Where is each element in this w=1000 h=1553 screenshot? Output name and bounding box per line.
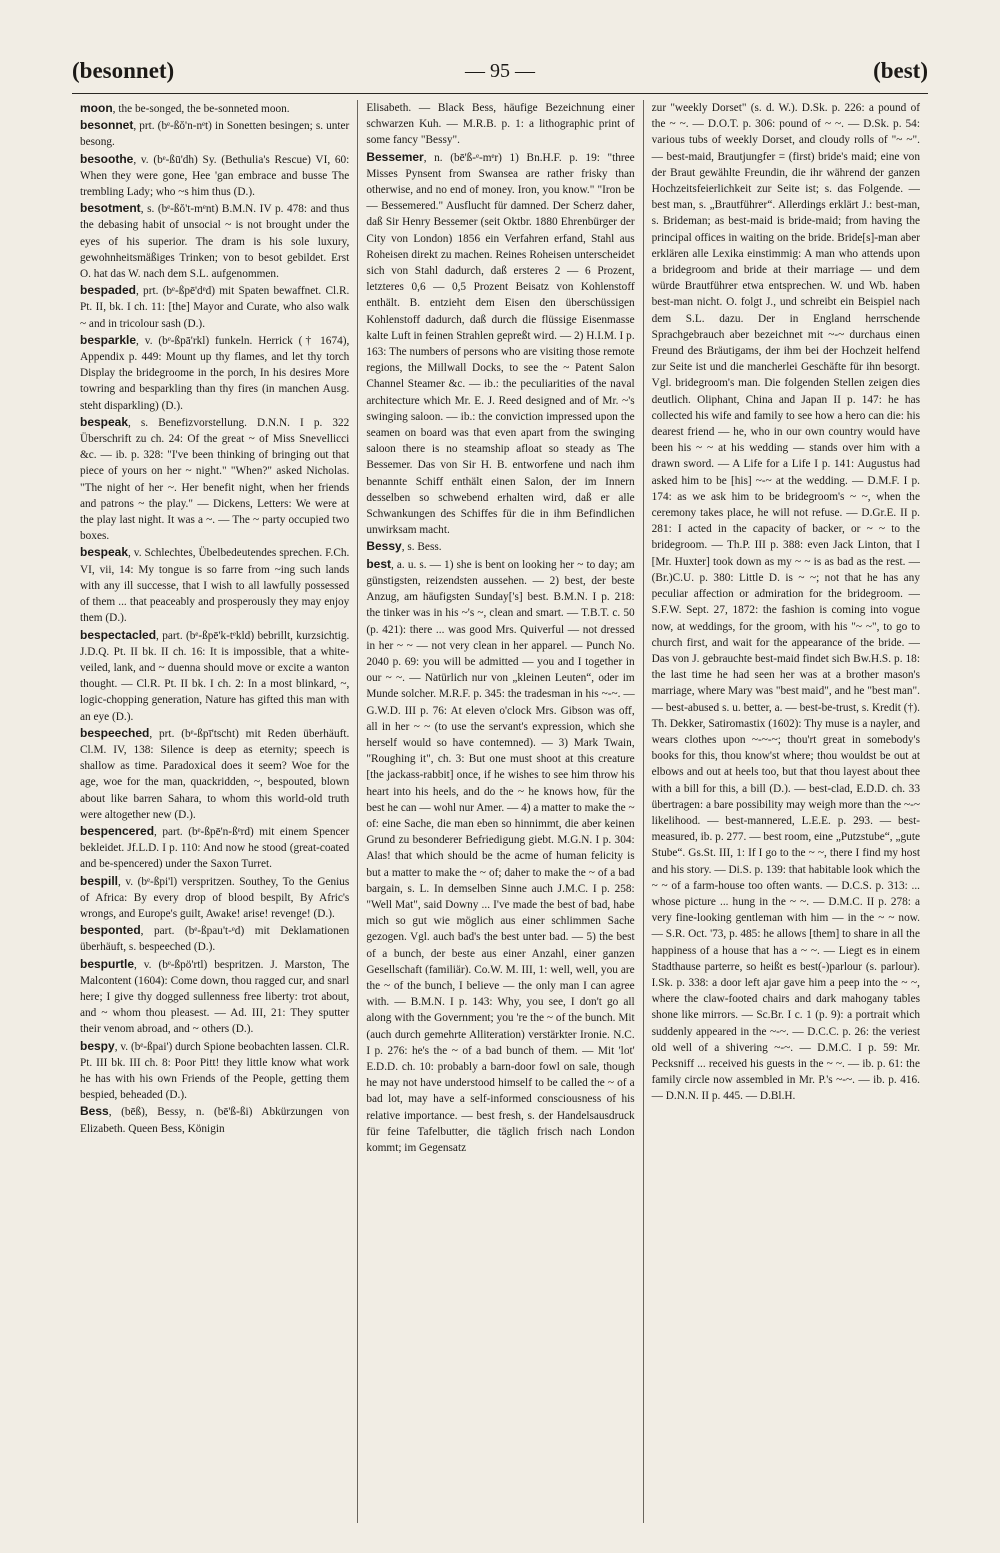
entry-paragraph: best, a. u. s. — 1) she is bent on looking her ~ to day; am günstigsten, reizendsten aussehen. — 2) best, der beste Anzug, am häufigsten Sunday['s] best. B.M.N. I p. 218: the tinker was in his ~'s ~, clean and smart. — T.B.T. c. 50 (p. 421): there ... was good Mrs. Quiverful — not dressed in her ~ ~ — not very clean in her apparel. — Punch No. 2040 p. 69: you will be admitted — you and I together in our ~ ~. — Natürlich nur von „kleinen Leuten“, oder im Munde solcher. M.R.F. p. 345: the tradesman in his ~-~. — G.W.D. III p. 76: At eleven o'clock Mrs. Gibson was off, all in her ~ ~ (to use the servant's expression, which she herself would so have contemned). — 3) Mark Twain, "Roughing it", ch. 3: But one must shoot at this creature [the jackass-rabbit] once, if he wishes to see him throw his heart into his heels, and do the ~ he knows how, für the best he can — wohl nur Amer. — 4) a matter to make the ~ of: eine Sache, die man eben so hinnimmt, die aber keinen Grund zu besonderer Befriedigung giebt. M.G.N. I p. 304: Alas! that which should be the acme of human felicity is but a matter to make the ~ of; daher to make the ~ of a bad bargain, s. L. In demselben Sinne auch J.M.C. I p. 258: "Well Mat", said Downy ... I've made the best of bad, habe mich so gut wie möglich aus einer schlimmen Sache gezogen. Vgl. auch bad's the best unter bad. — 5) the best of a bunch, der beste aus einer Anzahl, einer ganzen Gesellschaft (familiär). Co.W. M. III, 1: well, well, you are the ~ of the bunch, I believe — the only man I can agree with. — B.M.N. I p. 143: Why, you see, I don't go all along with the Government; you 're the ~ of the bunch. Mit (auch durch gemehrte Alliteration) verstärkter Ironie. N.C. I p. 276: he's the ~ of a bad bunch of them. — Mit 'lot' E.D.D. ch. 10: probably a barn-door fowl on sale, though he may not have understood himself to be called the ~ of a bad lot, may have a self-informed consciousness of his relative importance. — best fresh, s. der Handelsausdruck für feine Tafelbutter, die täglich frisch nach London kommt; im Gegensatz (366, 556, 635, 1154)
entry-paragraph: Bessemer, n. (bē'ß-ᵉ-mᵉr) 1) Bn.H.F. p. 19: "three Misses Pynsent from Swansea are rather frisky than otherwise, and no end of money. Iron, you know." "Iron be — Bessemered." Ausflucht für damned. Der Scherz daher, daß Sir Henry Bessemer (seit Oktbr. 1880 Ehrenbürger der City von London) 1856 ein Verfahren erfand, Stahl aus Roheisen direkt zu machen. Reines Roheisen unterscheidet sich von Stahl dadurch, daß ersteres 2 — 6 Prozent, letzteres 0,6 — 0,5 Prozent Beisatz von Kohlenstoff enthält. B. entzieht dem Eisen den überschüssigen Kohlenstoff dadurch, daß durch die flüssige Eisenmasse kalte Luft in feinen Strahlen gepreßt wird. — 2) H.I.M. I p. 163: The numbers of persons who are visiting those remote regions, the Millwall Docks, to see the ~ Patent Salon Channel Steamer &c. — ib.: the peculiarities of the naval architecture which Mr. E. J. Reed designed and of Mr. ~'s swinging saloon. — ib.: the conviction impressed upon the seamen on board was that even apart from the swinging saloon there is no steamship afloat so steady as The Bessemer. Das von Sir H. B. entworfene und nach ihm benannte Schiff enthält einen Salon, der im Innern desselben so schwebend erhalten wird, daß er alle Schwankungen des Schiffes für die in ihm Befindlichen unwirksam macht. (366, 149, 635, 537)
entry-paragraph: Bessy, s. Bess. (366, 539, 442, 554)
headword: moon (80, 101, 113, 115)
entry-paragraph: bespectacled, part. (bᵉ-ßpē'k-tᵉkld) bebrillt, kurzsichtig. J.D.Q. Pt. II bk. II ch. 16: It is impossible, that a white-veiled, lank, and ~ duenna should move or excite a wanton thought. — Cl.R. Pt. II bk. I ch. 2: In a most blinkard, ~, logic-chopping generation, Nature has gifted this man with an eye (D.). (80, 627, 350, 723)
entry-paragraph: Elisabeth. — Black Bess, häufige Bezeichnung einer schwarzen Kuh. — M.R.B. p. 1: a lithographic print of some fancy "Bessy". (366, 102, 635, 147)
entry-paragraph: moon, the be-songed, the be-sonneted moon. (80, 101, 290, 115)
headword: Bess (80, 1104, 109, 1119)
headword: besparkle (80, 332, 137, 347)
entry-paragraph: bespy, v. (bᵉ-ßpai') durch Spione beobachten lassen. Cl.R. Pt. III bk. III ch. 8: Poor Pitt! they little know what work he has with his own Friends of the People, getting them bespied, beheaded (D.). (80, 1038, 350, 1102)
headword: bespill (80, 873, 119, 888)
headword: Bessemer (366, 149, 424, 164)
headword: besoothe (80, 151, 134, 166)
headword: bespurtle (80, 956, 135, 971)
entry-paragraph: bespurtle, v. (bᵉ-ßpö'rtl) bespritzen. J. Marston, The Malcontent (1604): Come down, thou ragged cur, and snarl here; I give thy dogged sullenness free liberty: trot about, and ~ whom thou pleasest. — Ad. III, 21: They sputter their venom abroad, and ~ others (D.). (80, 956, 350, 1036)
headword: bespectacled (80, 627, 157, 642)
page-number: — 95 — (465, 60, 535, 82)
headword: besponted (80, 923, 141, 938)
entry-paragraph: bespeak, s. Benefizvorstellung. D.N.N. I p. 322 Überschrift zu ch. 24: Of the great ~ of Miss Snevellicci &c. — ib. p. 328: "I've been thinking of bringing out that piece of yours on her ~ night." "When?" asked Nicholas. "The night of her ~. Her benefit night, when her friends and patrons ~ the play." — Dickens, Letters: We were at the play last night. It was a ~. — The ~ party occupied two boxes. (80, 414, 350, 543)
column-middle (357, 100, 642, 1523)
header-right-catchword: (best) (873, 58, 928, 83)
entry-paragraph: zur "weekly Dorset" (s. d. W.). D.Sk. p. 226: a pound of the ~ ~. — D.O.T. p. 306: pound of ~ ~. — D.Sk. p. 54: various tubs of weekly Dorset, and cloudy rolls of "~ ~". — best-maid, Brautjungfer = (first) bride's maid; eine von der Braut gewählte Freundin, die ihr während der ganzen Hochzeitsfeierlichkeit zur Seite ist; s. das Folgende. — best man, s. „Brautführer“. Allerdings erklärt J.: best-man, s. Brideman; as best-maid is bride-maid; from having the principal offices in waiting on the bride. Bride[s]-man aber erklären alle Lexika einstimmig: A man who attends upon a bridegroom and bride at their marriage — und dem würde Brautführer etwa entsprechen. W. und Wb. haben best-man nicht. O. folgt J., und schreibt ein Beispiel nach dem S.L. dazu. Der in England herrschende Sprachgebrauch aber bezeichnet mit ~-~ durchaus einen Freund des Bräutigams, der ihm bei der Hochzeit helfend zur Seite ist und die mancherlei Geschäfte für ihn besorgt. Vgl. bridegroom's man. Die folgenden Stellen zeigen dies deutlich. Oliphant, China and Japan II p. 147: he has collected his wife and family to see how a hero can die: his dearest friend — he, who in our own country would have been his ~ ~ at his wedding — stands over him with a drawn sword. — A Life for a Life I p. 141: Augustus had asked him to be [his] ~-~ at the wedding. — D.M.F. I p. 174: as we ask him to be bridegroom's ~ ~, when the ceremony takes place, he will not refuse. — D.Gr.E. II p. 281: I acted in the capacity of backer, or ~ ~ to the bridegroom. — Th.P. III p. 388: even Jack Linton, that I [Mr. Huxter] took down as my ~ ~ is as bad as the rest. — (Br.)C.U. p. 380: Little D. is ~ ~; not that he has any peculiar affection or admiration for the bridegroom. — S.F.W. Sept. 27, 1872: the fashion is coming into vogue now, at weddings, for the groom, with his "~ ~", to go to church first, and wait for the appearance of the bride. — Das von J. gebrauchte best-maid findet sich Bw.H.S. p. 18: the last time he had seen her was at a brother mason's marriage, where Mary was "best maid", and he "best man". — best-abused s. u. better, a. — best-be-trust, s. Kredit (†). Th. Dekker, Satiromastix (1602): Thy muse is a nayler, and wears clothes upon ~-~-~; thou'rt great in somebody's books for this, thou know'st where; thou wouldst be out at elbows and out at heels too, but that thou layest about thee with a bill for this, a bill (D.). — best-clad, E.D.D. ch. 33 übertragen: a bare possibility may weigh more than the ~-~ likelihood. — best-mannered, L.E.E. p. 293. — best-measured, ib. p. 277. — best room, eine „Putzstube“, „gute Stube“. Gs.St. III, 1: If I go to the ~ ~, there I find my host and his story. — Di.S. p. 139: that habitable look which the ~ ~ of a farm-house too often wants. — D.C.S. p. 313: ... whose picture ... hung in the ~ ~. — D.M.C. II p. 278: a very fine-looking gentleman with him — in the ~ ~ now. — S.R. Oct. '73, p. 485: he allows [them] to share in all the happiness of a house that has a ~ ~. — Liegt es in einem Stadthause parterre, so heißt es best(-)parlour (s. parlour). I.Sk. p. 338: a door left ajar gave him a peep into the ~ ~, where the claw-footed chairs and dark mahogany tables shone like mirrors. — Sc.Br. I c. 1 (p. 9): a portrait which suddenly appeared in the ~-~. — D.C.C. p. 26: the veriest old well of a shivering ~-~. — D.M.C. I p. 59: Mr. Pecksniff ... received his guests in the ~ ~. — ib. p. 61: the family circle now assembled in Mr. P.'s ~-~. — ib. p. 416. — D.N.N. II p. 445. — D.Bl.H. (651, 102, 920, 1103)
entry-paragraph: bespeak, v. Schlechtes, Übelbedeutendes sprechen. F.Ch. VI, vii, 14: My tongue is so farre from ~ing such lands with any ill successe, that I wish to all lawfully possessed of them ... that peaceably and prosperously they may enjoy them (D.). (80, 545, 350, 625)
headword: bespencered (80, 823, 155, 838)
entry-paragraph: besponted, part. (bᵉ-ßpau't-ᵉd) mit Deklamationen überhäuft, s. bespeeched (D.). (80, 923, 350, 954)
headword: bespeeched (80, 725, 150, 740)
headword: bespaded (80, 283, 137, 298)
column-left (72, 100, 357, 1523)
entry-paragraph: besonnet, prt. (bᵉ-ßŏ'n-nᵉt) in Sonetten besingen; s. unter besong. (80, 118, 350, 149)
entry-paragraph: besparkle, v. (bᵉ-ßpā'rkl) funkeln. Herrick († 1674), Appendix p. 449: Mount up thy flames, and let thy torch Display the bridegroome in the porch, In his desires More towring and besparkling than thy fires (in manchen Ausg. steht disparkling) (D.). (80, 332, 350, 412)
headword: besonnet (80, 118, 134, 133)
page-header (72, 58, 928, 98)
header-left-catchword: (besonnet) (72, 58, 175, 83)
entry-paragraph: besotment, s. (bᵉ-ßŏ't-mᵉnt) B.M.N. IV p. 478: and thus the debasing habit of unsocial ~ is not brought under the eyes of his superior. The dram is his sole luxury, gewohnheitsmäßiges Trinken; von to besot gebildet. Erst O. hat das W. nach dem S.L. aufgenommen. (80, 201, 350, 281)
entry-paragraph: Bess, (bēß), Bessy, n. (bē'ß-ßi) Abkürzungen von Elizabeth. Queen Bess, Königin (80, 1104, 350, 1135)
header-rule (72, 93, 928, 94)
entry-paragraph: bespill, v. (bᵉ-ßpi'l) verspritzen. Southey, To the Genius of Africa: By every drop of blood bespilt, By Afric's wrongs, and Europe's guilt, Awake! arise! revenge! (D.). (80, 873, 350, 920)
entry-paragraph: bespeeched, prt. (bᵉ-ßpī'tscht) mit Reden überhäuft. Cl.M. IV, 138: Silence is deep as eternity; speech is shallow as time. Paradoxical does it seem? Woe for the age, woe for the man, quackridden, ~, bespouted, blown about like barren Sahara, to whom this world-old truth were altogether new (D.). (80, 725, 350, 821)
text-columns (72, 100, 928, 1523)
headword: Bessy (366, 539, 402, 554)
entry-paragraph: bespaded, prt. (bᵉ-ßpē'dᵉd) mit Spaten bewaffnet. Cl.R. Pt. II, bk. I ch. 11: [the] Mayor and Curate, who also walk ~ and in tricolour sash (D.). (80, 283, 350, 330)
headword: bespeak (80, 545, 129, 560)
headword: bespy (80, 1038, 115, 1053)
headword: besotment (80, 201, 141, 216)
entry-paragraph: besoothe, v. (bᵉ-ßū'dh) Sy. (Bethulia's Rescue) VI, 60: When they were gone, Hee 'gan embrace and busse The trembling Lady; who ~s him thus (D.). (80, 151, 350, 199)
headword: best (366, 556, 392, 571)
headword: bespeak (80, 414, 129, 429)
entry-paragraph: bespencered, part. (bᵉ-ßpē'n-ßᵉrd) mit einem Spencer bekleidet. Jf.L.D. I p. 110: And now he stood (great-coated and be-spencered) under the Saxon Turret. (80, 823, 350, 871)
column-right (643, 100, 928, 1523)
